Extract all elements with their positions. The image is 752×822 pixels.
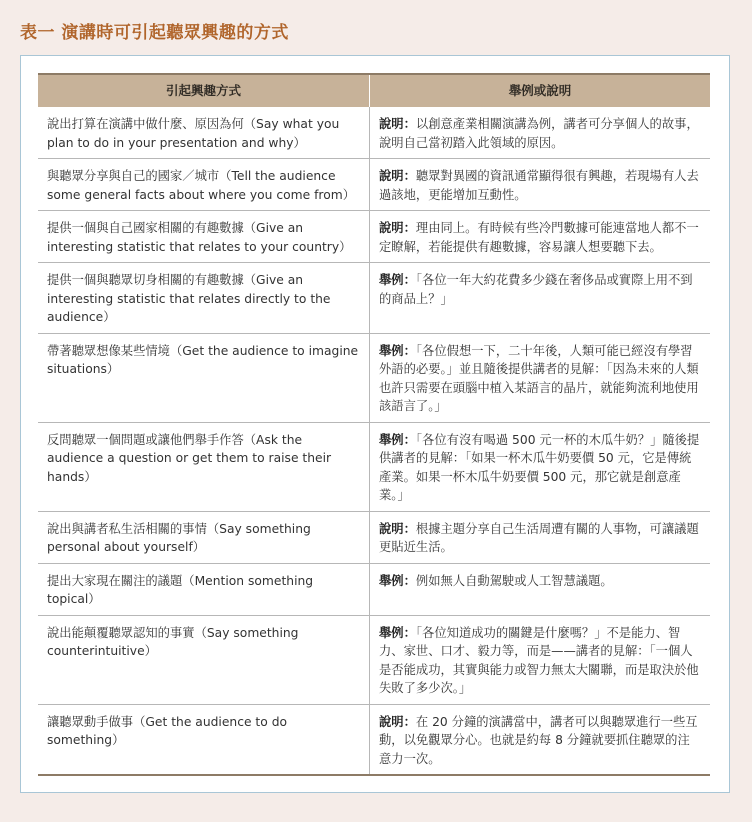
method-cell: 說出與講者私生活相關的事情（Say something personal about yourself） bbox=[38, 511, 370, 563]
example-label: 舉例： bbox=[379, 625, 416, 640]
example-label: 舉例： bbox=[379, 343, 416, 358]
method-cell: 讓聽眾動手做事（Get the audience to do something） bbox=[38, 704, 370, 775]
method-cell: 提供一個與自己國家相關的有趣數據（Give an interesting statistic that relates to your country） bbox=[38, 211, 370, 263]
example-text: 在 20 分鐘的演講當中，講者可以與聽眾進行一些互動，以免觀眾分心。也就是約每 8 分鐘就要抓住聽眾的注意力一次。 bbox=[379, 714, 698, 766]
example-cell bbox=[370, 263, 711, 334]
example-cell bbox=[370, 211, 711, 263]
example-text: 「各位一年大約花費多少錢在奢侈品或實際上用不到的商品上？」 bbox=[379, 273, 693, 306]
method-cell: 提出大家現在關注的議題（Mention something topical） bbox=[38, 563, 370, 615]
method-cell: 提供一個與聽眾切身相關的有趣數據（Give an interesting statistic that relates directly to the audience） bbox=[38, 263, 370, 334]
example-cell bbox=[370, 333, 711, 422]
example-cell bbox=[370, 422, 711, 511]
page-title: 表一 演講時可引起聽眾興趣的方式 bbox=[20, 23, 289, 43]
example-label: 舉例： bbox=[379, 573, 416, 588]
example-label: 說明： bbox=[379, 169, 416, 183]
header-example: 舉例或說明 bbox=[370, 74, 711, 107]
table-header-row bbox=[38, 74, 710, 107]
method-cell: 說出打算在演講中做什麼、原因為何（Say what you plan to do in your presentation and why） bbox=[38, 107, 370, 159]
example-label: 說明： bbox=[379, 714, 416, 729]
example-text: 理由同上。有時候有些冷門數據可能連當地人都不一定瞭解，若能提供有趣數據，容易讓人想要聽下去。 bbox=[379, 221, 699, 254]
example-text: 「各位知道成功的關鍵是什麼嗎？」不是能力、智力、家世、口才、毅力等，而是——講者的見解：「一個人是否能成功，其實與能力或智力無太大關聯，而是取決於他失敗了多少次。」 bbox=[379, 625, 699, 695]
example-cell bbox=[370, 107, 711, 159]
example-label: 舉例： bbox=[379, 273, 416, 287]
example-cell bbox=[370, 563, 711, 615]
header-method: 引起興趣方式 bbox=[38, 74, 370, 107]
table-row bbox=[38, 159, 710, 211]
method-cell: 與聽眾分享與自己的國家／城市（Tell the audience some general facts about where you come from） bbox=[38, 159, 370, 211]
table-row bbox=[38, 422, 710, 511]
example-text: 聽眾對異國的資訊通常顯得很有興趣，若現場有人去過該地，更能增加互動性。 bbox=[379, 169, 699, 202]
example-text: 「各位假想一下，二十年後，人類可能已經沒有學習外語的必要。」並且隨後提供講者的見解：「因為未來的人類也許只需要在頭腦中植入某語言的晶片，就能夠流利地使用該語言了。」 bbox=[379, 343, 699, 413]
table-row bbox=[38, 511, 710, 563]
example-cell bbox=[370, 615, 711, 704]
example-label: 說明： bbox=[379, 221, 416, 235]
table-row bbox=[38, 211, 710, 263]
example-cell bbox=[370, 704, 711, 775]
example-cell bbox=[370, 159, 711, 211]
example-text: 以創意產業相關演講為例，講者可分享個人的故事，說明自己當初踏入此領域的原因。 bbox=[379, 117, 699, 150]
example-label: 舉例： bbox=[379, 432, 416, 447]
table-row bbox=[38, 563, 710, 615]
example-text: 根據主題分享自己生活周遭有關的人事物，可讓議題更貼近生活。 bbox=[379, 521, 699, 554]
table-row bbox=[38, 704, 710, 775]
method-cell: 說出能顛覆聽眾認知的事實（Say something counterintuitive） bbox=[38, 615, 370, 704]
table-row bbox=[38, 263, 710, 334]
table-row bbox=[38, 107, 710, 159]
example-label: 說明： bbox=[379, 521, 416, 536]
example-label: 說明： bbox=[379, 117, 416, 131]
methods-table bbox=[38, 73, 710, 776]
example-cell bbox=[370, 511, 711, 563]
content-panel bbox=[20, 55, 730, 793]
example-text: 「各位有沒有喝過 500 元一杯的木瓜牛奶？」隨後提供講者的見解：「如果一杯木瓜牛奶要價 50 元，它是傳統產業。如果一杯木瓜牛奶要價 500 元，那它就是創意產業。」 bbox=[379, 432, 700, 502]
table-row bbox=[38, 333, 710, 422]
table-row bbox=[38, 615, 710, 704]
method-cell: 帶著聽眾想像某些情境（Get the audience to imagine situations） bbox=[38, 333, 370, 422]
method-cell: 反問聽眾一個問題或讓他們舉手作答（Ask the audience a question or get them to raise their hands） bbox=[38, 422, 370, 511]
example-text: 例如無人自動駕駛或人工智慧議題。 bbox=[415, 573, 613, 588]
